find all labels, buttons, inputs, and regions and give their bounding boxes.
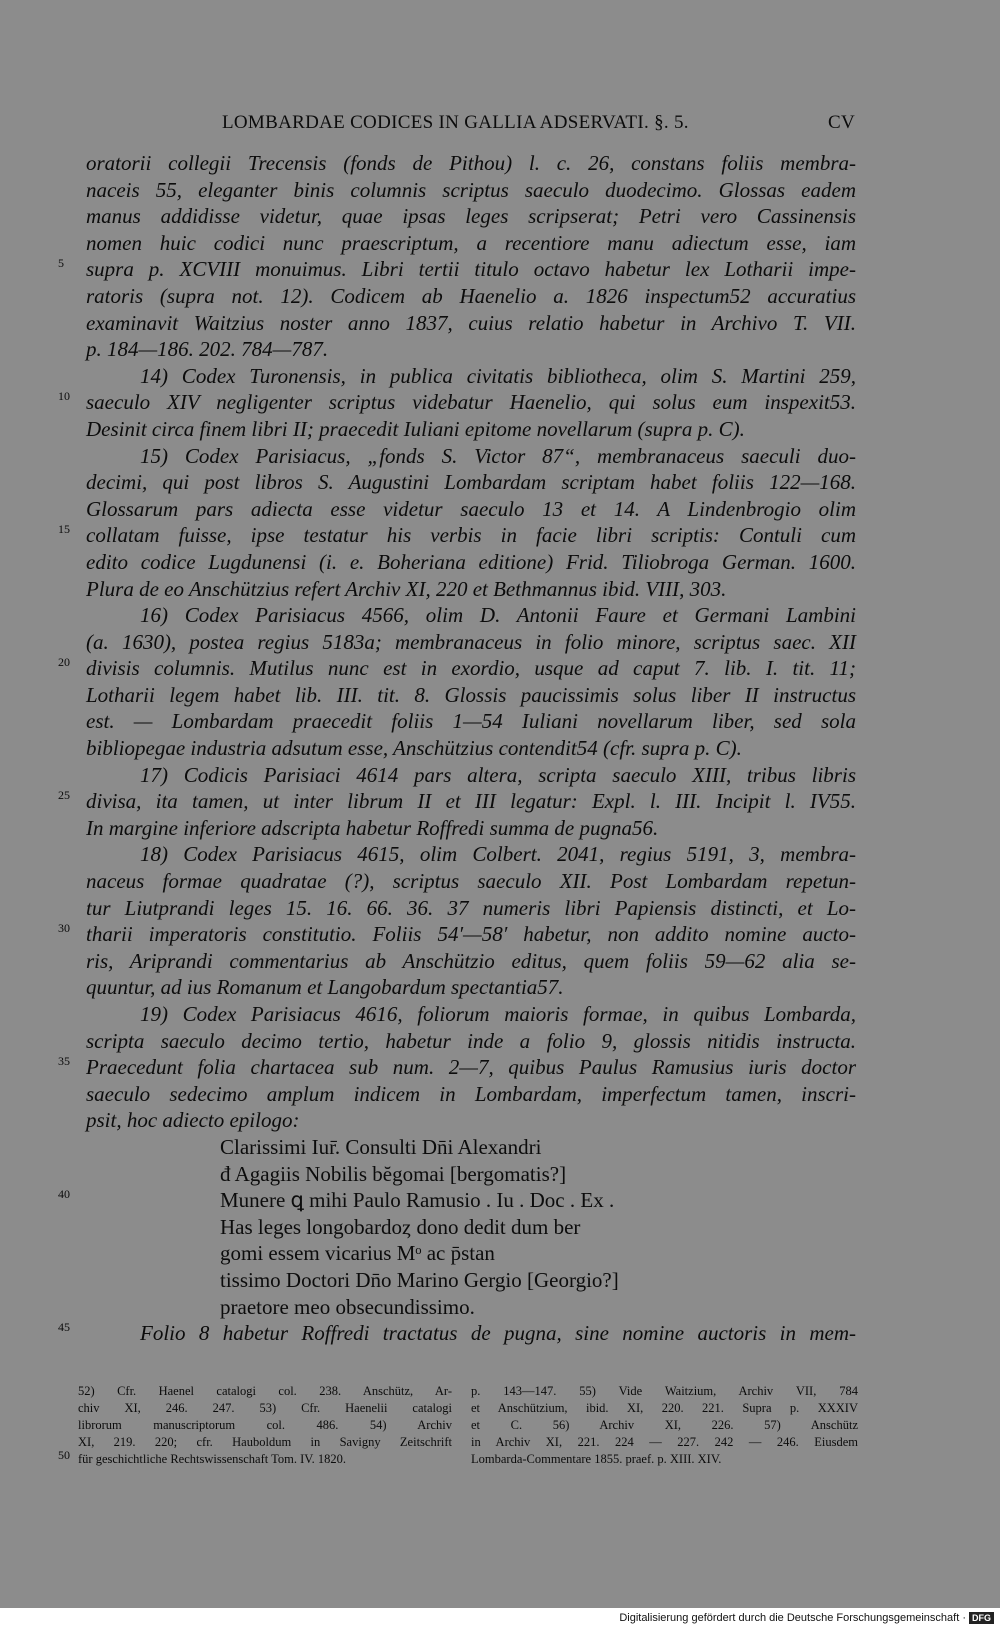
epilogue-line: Clarissimi Iur̄. Consulti Dn̄i Alexandri (220, 1134, 542, 1159)
text-line: tur Liutprandi leges 15. 16. 66. 36. 37 numeris libri Papiensis distincti, et Lo- (86, 895, 856, 920)
text-line: 16) Codex Parisiacus 4566, olim D. Antonii Faure et Germani Lambini (140, 603, 856, 628)
line-number: 30 (58, 921, 70, 935)
credit-text: Digitalisierung gefördert durch die Deutsche Forschungsgemeinschaft · (619, 1612, 966, 1624)
line-number: 40 (58, 1187, 70, 1201)
text-line: divisa, ita tamen, ut inter librum II et III legatur: Expl. l. III. Incipit l. IV55. (86, 789, 856, 814)
epilogue-line: đ Agagiis Nobilis bĕgomai [bergomatis?] (220, 1161, 567, 1186)
footnotes-left-column (78, 1383, 452, 1468)
footnote-line: et C. 56) Archiv XI, 226. 57) Anschütz (471, 1418, 858, 1432)
epilogue-line: Munere ꝗ mihi Paulo Ramusio . Iu . Doc . Ex . (220, 1188, 615, 1213)
text-line: scripta saeculo decimo tertio, habetur inde a folio 9, glossis nitidis instructa. (86, 1028, 856, 1053)
text-line: ris, Ariprandi commentarius ab Anschützio editus, quem foliis 59—62 alia se- (86, 948, 856, 973)
text-line: saeculo XIV negligenter scriptus videbatur Haenelio, qui solus eum inspexit53. (86, 390, 856, 415)
text-line: 14) Codex Turonensis, in publica civitatis bibliotheca, olim S. Martini 259, (140, 363, 856, 388)
line-number: 10 (58, 389, 70, 403)
text-line: tharii imperatoris constitutio. Foliis 54′—58′ habetur, non addito nomine aucto- (86, 922, 856, 947)
text-line: Folio 8 habetur Roffredi tractatus de pugna, sine nomine auctoris in mem- (140, 1321, 856, 1346)
epilogue-line: tissimo Doctori Dn̄o Marino Gergio [Georgio?] (220, 1267, 619, 1292)
text-line: psit, hoc adiecto epilogo: (86, 1108, 300, 1133)
text-line: p. 184—186. 202. 784—787. (86, 337, 329, 362)
text-line: manus addidisse videtur, quae ipsas leges scripserat; Petri vero Cassinensis (86, 204, 856, 229)
footnote-line: librorum manuscriptorum col. 486. 54) Archiv (78, 1418, 452, 1432)
line-number: 35 (58, 1054, 70, 1068)
text-line: naceis 55, eleganter binis columnis scriptus saeculo duodecimo. Glossas eadem (86, 177, 856, 202)
line-number: 5 (58, 256, 64, 270)
text-line: quuntur, ad ius Romanum et Langobardum spectantia57. (86, 975, 564, 1000)
page-number: CV (828, 112, 855, 133)
epilogue-line: praetore meo obsecundissimo. (220, 1294, 475, 1319)
text-line: nomen huic codici nunc praescriptum, a recentiore manu adiectum esse, iam (86, 230, 856, 255)
line-number: 50 (58, 1448, 70, 1462)
text-line: (a. 1630), postea regius 5183a; membranaceus in folio minore, scriptus saec. XII (86, 629, 856, 654)
footnote-line: Lombarda-Commentare 1855. praef. p. XIII. XIV. (471, 1452, 722, 1466)
running-header (0, 108, 1000, 138)
line-number: 25 (58, 788, 70, 802)
digitization-credit (619, 1612, 994, 1624)
running-title: LOMBARDAE CODICES IN GALLIA ADSERVATI. §. 5. (222, 112, 689, 133)
text-line: ratoris (supra not. 12). Codicem ab Haenelio a. 1826 inspectum52 accuratius (86, 283, 856, 308)
footnote-line: p. 143—147. 55) Vide Waitzium, Archiv VII, 784 (471, 1384, 858, 1398)
dfg-logo: DFG (969, 1612, 994, 1624)
text-line: supra p. XCVIII monuimus. Libri tertii titulo octavo habetur lex Lotharii impe- (86, 257, 856, 282)
footnote-line: für geschichtliche Rechtswissenschaft Tom. IV. 1820. (78, 1452, 347, 1466)
epilogue-line: Has leges longobardoȥ dono dedit dum ber (220, 1214, 581, 1239)
text-line: 17) Codicis Parisiaci 4614 pars altera, scripta saeculo XIII, tribus libris (140, 762, 856, 787)
text-line: oratorii collegii Trecensis (fonds de Pithou) l. c. 26, constans foliis membra- (86, 151, 856, 175)
text-line: edito codice Lugdunensi (i. e. Boheriana editione) Frid. Tiliobroga German. 1600. (86, 549, 856, 574)
text-line: decimi, qui post libros S. Augustini Lombardam scriptam habet foliis 122—168. (86, 470, 856, 495)
text-line: saeculo sedecimo amplum indicem in Lombardam, imperfectum tamen, inscri- (86, 1081, 856, 1106)
text-line: In margine inferiore adscripta habetur Roffredi summa de pugna56. (86, 815, 659, 840)
footnote-line: et Anschützium, ibid. XI, 220. 221. Supra p. XXXIV (471, 1401, 858, 1415)
text-line: 19) Codex Parisiacus 4616, foliorum maioris formae, in quibus Lombarda, (140, 1002, 856, 1026)
footnote-line: 52) Cfr. Haenel catalogi col. 238. Anschütz, Ar- (78, 1384, 452, 1398)
text-line: Desinit circa finem libri II; praecedit Iuliani epitome novellarum (supra p. C). (86, 416, 745, 441)
line-number: 15 (58, 522, 70, 536)
text-line: naceus formae quadratae (?), scriptus saeculo XII. Post Lombardam repetun- (86, 869, 856, 894)
text-line: collatam fuisse, ipse testatur his verbis in facie libri scriptis: Contuli cum (86, 523, 856, 548)
line-number: 45 (58, 1320, 70, 1334)
footnote-line: in Archiv XI, 221. 224 — 227. 242 — 246. Eiusdem (471, 1435, 858, 1449)
text-line: bibliopegae industria adsutum esse, Anschützius contendit54 (cfr. supra p. C). (86, 736, 742, 761)
text-line: divisis columnis. Mutilus nunc est in exordio, usque ad caput 7. lib. I. tit. 11; (86, 656, 856, 681)
footnote-line: XI, 219. 220; cfr. Hauboldum in Savigny Zeitschrift (78, 1435, 452, 1449)
text-line: 15) Codex Parisiacus, „fonds S. Victor 87“, membranaceus saeculi duo- (140, 443, 856, 468)
text-line: est. — Lombardam praecedit foliis 1—54 Iuliani novellarum liber, sed sola (86, 709, 856, 734)
footnotes-right-column (471, 1383, 858, 1468)
main-text (86, 150, 856, 1347)
line-number: 20 (58, 655, 70, 669)
text-line: Praecedunt folia chartacea sub num. 2—7, quibus Paulus Ramusius iuris doctor (86, 1055, 856, 1080)
epilogue-line: gomi essem vicarius Mᵒ ac p̄stan (220, 1241, 495, 1266)
footnote-line: chiv XI, 246. 247. 53) Cfr. Haenelii catalogi (78, 1401, 452, 1415)
text-line: 18) Codex Parisiacus 4615, olim Colbert. 2041, regius 5191, 3, membra- (140, 842, 856, 867)
text-line: examinavit Waitzius noster anno 1837, cuius relatio habetur in Archivo T. VII. (86, 310, 856, 335)
text-line: Glossarum pars adiecta esse videtur saeculo 13 et 14. A Lindenbrogio olim (86, 496, 856, 521)
text-line: Plura de eo Anschützius refert Archiv XI, 220 et Bethmannus ibid. VIII, 303. (86, 576, 727, 601)
text-line: Lotharii legem habet lib. III. tit. 8. Glossis paucissimis solus liber II instructus (86, 682, 856, 707)
